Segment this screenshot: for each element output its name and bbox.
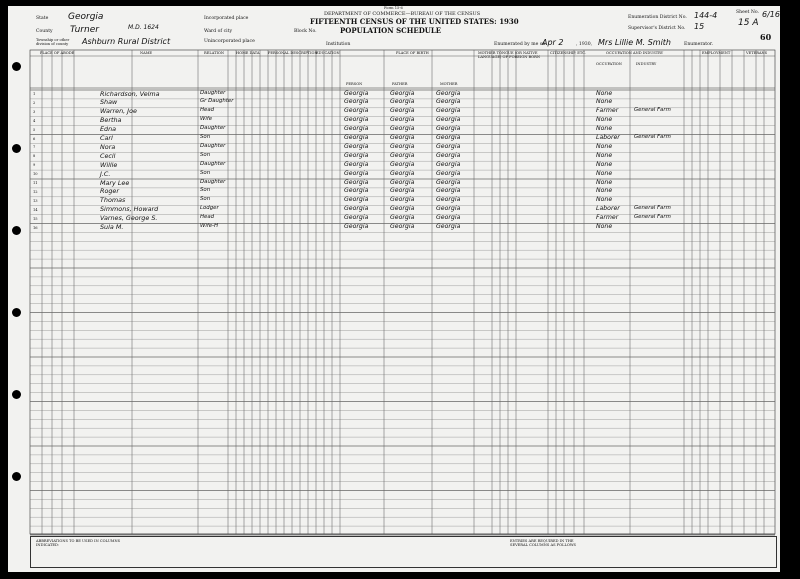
birthplace-mother: Georgia — [436, 223, 461, 230]
person-name: Roger — [100, 187, 119, 196]
row-number: 12 — [33, 189, 38, 194]
col-name: NAME — [140, 51, 153, 55]
block-label: Block No. — [294, 29, 317, 34]
county-label: County — [36, 29, 53, 34]
enumerated-label: Enumerated by me on — [494, 42, 546, 47]
occupation-cell: None — [596, 116, 613, 124]
ward-label: Ward of city — [204, 29, 233, 34]
birthplace-father: Georgia — [390, 98, 415, 106]
col-father: FATHER — [392, 82, 408, 86]
birthplace-father: Georgia — [390, 116, 415, 124]
industry-cell: General Farm — [634, 205, 671, 212]
occupation-cell: Farmer — [596, 107, 619, 115]
birthplace-mother: Georgia — [436, 160, 461, 168]
relation-cell: Daughter — [200, 125, 226, 132]
col-veterans: VETERANS — [746, 51, 768, 55]
birthplace-person: Georgia — [344, 169, 369, 177]
birthplace-person: Georgia — [344, 116, 369, 124]
birthplace-person: Georgia — [344, 205, 369, 213]
birthplace-person: Georgia — [344, 142, 369, 150]
entries-note: ENTRIES ARE REQUIRED IN THE SEVERAL COLUMNS AS FOLLOWS — [510, 539, 576, 547]
unincorporated-label: Unincorporated place — [204, 39, 255, 44]
row-number: 11 — [33, 181, 38, 185]
industry-cell: General Farm — [634, 214, 671, 221]
occupation-cell: None — [596, 89, 613, 97]
institution-label: Institution — [326, 42, 351, 47]
row-number: 7 — [33, 145, 36, 150]
col-place-of-abode: PLACE OF ABODE — [40, 51, 75, 55]
birthplace-mother: Georgia — [436, 116, 461, 124]
col-home-data: HOME DATA — [236, 51, 260, 55]
birthplace-father: Georgia — [390, 151, 415, 159]
col-relation: RELATION — [204, 51, 225, 55]
col-ind-sub: INDUSTRY — [636, 62, 657, 66]
relation-cell: Daughter — [200, 89, 226, 96]
birthplace-mother: Georgia — [436, 134, 461, 141]
occupation-cell: None — [596, 160, 613, 168]
person-name: Edna — [100, 125, 117, 134]
page-number: 6/16 — [762, 10, 780, 19]
birthplace-father: Georgia — [390, 178, 415, 186]
row-number: 3 — [33, 109, 36, 114]
birthplace-father: Georgia — [390, 214, 415, 222]
birthplace-mother: Georgia — [436, 125, 461, 133]
enumerator-label: Enumerator. — [684, 42, 714, 47]
row-number: 15 — [33, 216, 38, 221]
person-name: Sula M. — [100, 223, 124, 231]
birthplace-mother: Georgia — [436, 107, 461, 115]
person-name: Warren, Joe — [100, 107, 137, 116]
state-label: State — [36, 16, 49, 21]
col-mother-tongue: MOTHER TONGUE (OR NATIVE LANGUAGE) OF FOREIGN BORN — [478, 51, 540, 59]
col-personal: PERSONAL DESCRIPTION — [268, 51, 318, 55]
person-name: Thomas — [100, 196, 126, 205]
birthplace-mother: Georgia — [436, 169, 461, 177]
col-person: PERSON — [346, 82, 363, 86]
birthplace-mother: Georgia — [436, 196, 461, 204]
person-name: Carl — [100, 134, 113, 142]
person-name: Bertha — [100, 116, 122, 125]
relation-cell: Gr Daughter — [200, 98, 234, 105]
occupation-cell: None — [596, 187, 613, 195]
birthplace-person: Georgia — [344, 223, 369, 230]
relation-cell: Son — [200, 196, 211, 203]
birthplace-person: Georgia — [344, 134, 369, 141]
birthplace-mother: Georgia — [436, 142, 461, 150]
person-name: Richardson, Velma — [100, 89, 160, 98]
birthplace-person: Georgia — [344, 107, 369, 115]
birthplace-mother: Georgia — [436, 205, 461, 213]
birthplace-father: Georgia — [390, 125, 415, 133]
row-number: 4 — [33, 118, 36, 123]
occupation-cell: None — [596, 142, 613, 150]
row-number: 13 — [33, 198, 38, 203]
industry-cell: General Farm — [634, 134, 671, 140]
relation-cell: Head — [200, 214, 215, 221]
incorporated-label: Incorporated place — [204, 16, 249, 21]
birthplace-person: Georgia — [344, 214, 369, 222]
occupation-cell: None — [596, 178, 613, 186]
enumerator-name: Mrs Lillie M. Smith — [598, 38, 672, 47]
col-citizenship: CITIZENSHIP, ETC. — [550, 51, 587, 55]
birthplace-father: Georgia — [390, 142, 415, 150]
ed-value: 144-4 — [694, 11, 718, 20]
census-sheet — [8, 6, 780, 572]
occupation-cell: Laborer — [596, 205, 620, 213]
person-name: Nora — [100, 142, 116, 151]
relation-cell: Lodger — [200, 205, 219, 212]
birthplace-father: Georgia — [390, 89, 415, 97]
relation-cell: Head — [200, 107, 215, 114]
form-number: Form 15-6 — [384, 6, 403, 10]
enumeration-date: Apr 2 — [542, 38, 564, 47]
occupation-cell: Farmer — [596, 214, 619, 222]
relation-cell: Daughter — [200, 178, 226, 185]
person-name: Willie — [100, 160, 118, 169]
row-number: 2 — [33, 100, 36, 105]
col-place-of-birth: PLACE OF BIRTH — [396, 51, 429, 55]
year-label: , 1930, — [576, 42, 593, 47]
birthplace-father: Georgia — [390, 205, 415, 213]
township-label: Township or other division of county — [36, 38, 70, 46]
birthplace-person: Georgia — [344, 187, 369, 195]
occupation-cell: None — [596, 196, 613, 204]
row-number: 10 — [33, 172, 38, 177]
birthplace-mother: Georgia — [436, 151, 461, 159]
birthplace-mother: Georgia — [436, 89, 461, 97]
birthplace-father: Georgia — [390, 160, 415, 168]
abbreviations-title: ABBREVIATIONS TO BE USED IN COLUMNS INDICATED: — [36, 539, 121, 547]
birthplace-father: Georgia — [390, 134, 415, 141]
schedule-title: POPULATION SCHEDULE — [340, 26, 442, 35]
birthplace-father: Georgia — [390, 169, 415, 177]
col-mother: MOTHER — [440, 82, 458, 86]
state-value: Georgia — [68, 12, 104, 22]
row-number: 6 — [33, 136, 36, 141]
row-number: 5 — [33, 127, 36, 132]
person-name: Mary Lee — [100, 178, 130, 187]
occupation-cell: None — [596, 125, 613, 133]
sv-value: 15 — [694, 22, 705, 31]
footer-panel — [30, 536, 777, 568]
row-number: 9 — [33, 163, 36, 168]
birthplace-person: Georgia — [344, 160, 369, 168]
person-name: Shaw — [100, 98, 118, 107]
person-name: Simmons, Howard — [100, 205, 159, 214]
county-value: Turner — [70, 25, 99, 35]
industry-cell: General Farm — [634, 107, 671, 114]
col-employment: EMPLOYMENT — [702, 51, 731, 55]
sv-label: Supervisor's District No. — [628, 26, 686, 31]
relation-cell: Wife — [200, 116, 213, 123]
row-number: 14 — [33, 207, 38, 212]
row-number: 8 — [33, 154, 36, 159]
birthplace-father: Georgia — [390, 196, 415, 204]
birthplace-mother: Georgia — [436, 178, 461, 186]
census-title: FIFTEENTH CENSUS OF THE UNITED STATES: 1930 — [310, 17, 519, 26]
birthplace-father: Georgia — [390, 223, 415, 230]
birthplace-person: Georgia — [344, 89, 369, 97]
person-name: Varnes, George S. — [100, 214, 158, 223]
birthplace-mother: Georgia — [436, 187, 461, 195]
birthplace-mother: Georgia — [436, 98, 461, 106]
relation-cell: Daughter — [200, 142, 226, 149]
md-note: M.D. 1624 — [128, 24, 159, 31]
occupation-cell: None — [596, 223, 613, 230]
occupation-cell: Laborer — [596, 134, 620, 141]
person-name: Cecil — [100, 151, 116, 160]
birthplace-mother: Georgia — [436, 214, 461, 222]
occupation-cell: None — [596, 151, 613, 159]
relation-cell: Daughter — [200, 160, 226, 167]
row-number: 16 — [33, 225, 38, 230]
birthplace-person: Georgia — [344, 178, 369, 186]
stamp-number: 60 — [760, 32, 772, 42]
birthplace-person: Georgia — [344, 196, 369, 204]
occupation-cell: None — [596, 98, 613, 106]
township-value: Ashburn Rural District — [82, 37, 171, 46]
occupation-cell: None — [596, 169, 613, 177]
department-line: DEPARTMENT OF COMMERCE—BUREAU OF THE CENSUS — [324, 11, 481, 17]
birthplace-father: Georgia — [390, 107, 415, 115]
col-occupation: OCCUPATION AND INDUSTRY — [606, 51, 664, 55]
person-name: J.C. — [100, 169, 111, 178]
row-number: 1 — [33, 92, 36, 96]
sheet-value: 15 A — [738, 18, 759, 28]
relation-cell: Wife-H — [200, 223, 219, 229]
birthplace-person: Georgia — [344, 98, 369, 106]
relation-cell: Son — [200, 151, 211, 158]
relation-cell: Son — [200, 134, 211, 140]
col-occ-sub: OCCUPATION — [596, 62, 622, 66]
ed-label: Enumeration District No. — [628, 15, 687, 20]
col-education: EDUCATION — [316, 51, 340, 55]
birthplace-father: Georgia — [390, 187, 415, 195]
sheet-label: Sheet No. — [736, 10, 760, 15]
relation-cell: Son — [200, 187, 211, 194]
birthplace-person: Georgia — [344, 151, 369, 159]
relation-cell: Son — [200, 169, 211, 176]
birthplace-person: Georgia — [344, 125, 369, 133]
